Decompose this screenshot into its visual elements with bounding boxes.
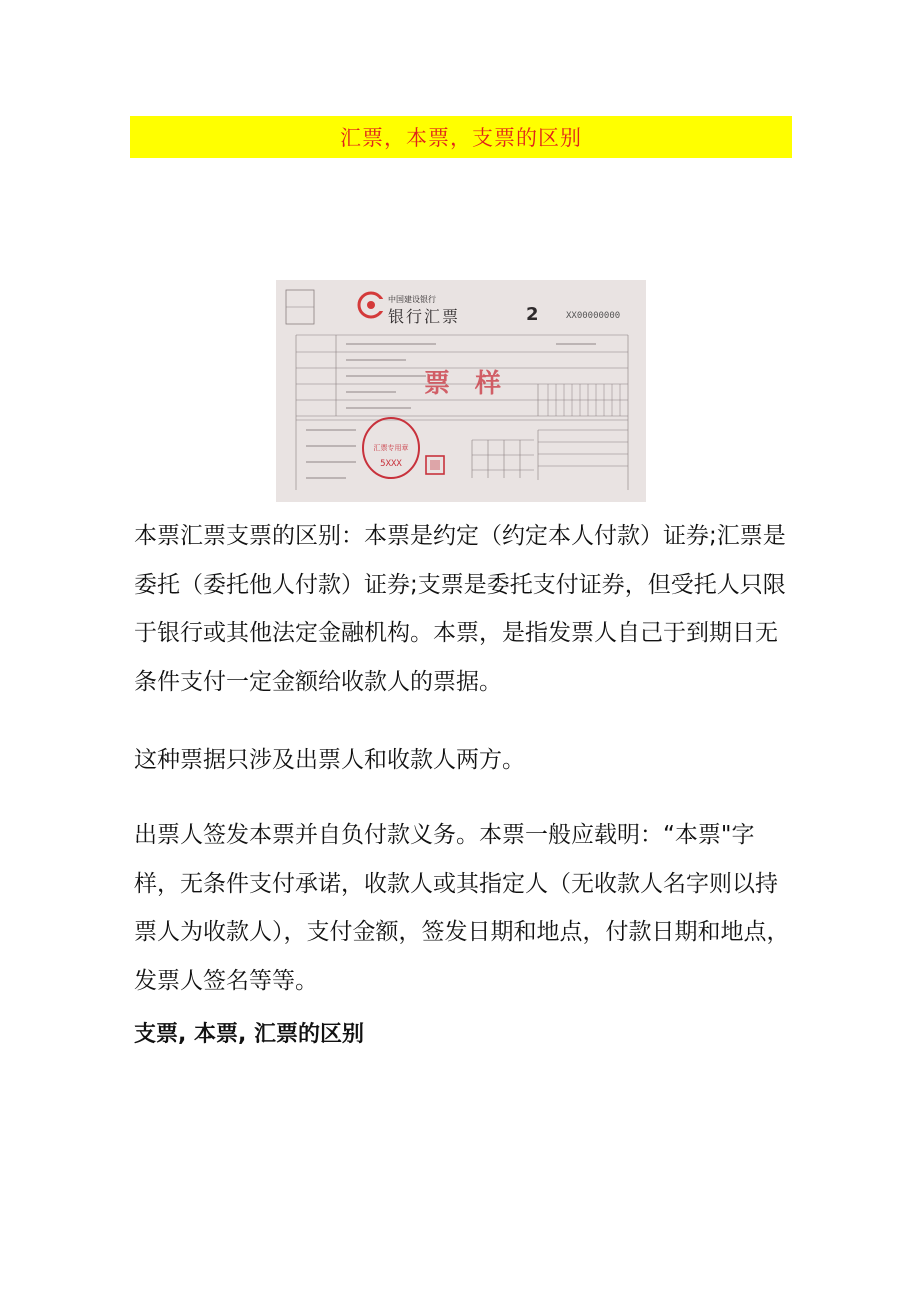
- sample-stamp: 票 样: [424, 369, 510, 399]
- serial-number: XX00000000: [566, 311, 621, 321]
- bank-draft-image: [276, 280, 646, 502]
- seal-code: 5XXX: [380, 459, 402, 469]
- paragraph-requirements: 出票人签发本票并自负付款义务。本票一般应载明：“本票"字样，无条件支付承诺，收款人或其指定人（无收款人名字则以持票人为收款人），支付金额，签发日期和地点，付款日期和地点，发票人签名等等。: [134, 822, 790, 994]
- bank-name-label: 中国建设银行: [388, 295, 436, 304]
- page-title: 汇票，本票，支票的区别: [340, 126, 582, 150]
- title-banner: [130, 116, 792, 158]
- draft-form-title: 银行汇票: [388, 307, 461, 326]
- section-subheading: 支票, 本票, 汇票的区别: [134, 1022, 365, 1047]
- copy-number: 2: [526, 304, 539, 325]
- paragraph-parties: 这种票据只涉及出票人和收款人两方。: [134, 747, 525, 773]
- seal-text: 汇票专用章: [373, 444, 409, 452]
- paragraph-differences: 本票汇票支票的区别：本票是约定（约定本人付款）证券;汇票是委托（委托他人付款）证券;支票是委托支付证券，但受托人只限于银行或其他法定金融机构。本票，是指发票人自己于到期日无条件支付一定金额给收款人的票据。: [134, 523, 786, 695]
- bank-draft-illustration: [276, 280, 646, 502]
